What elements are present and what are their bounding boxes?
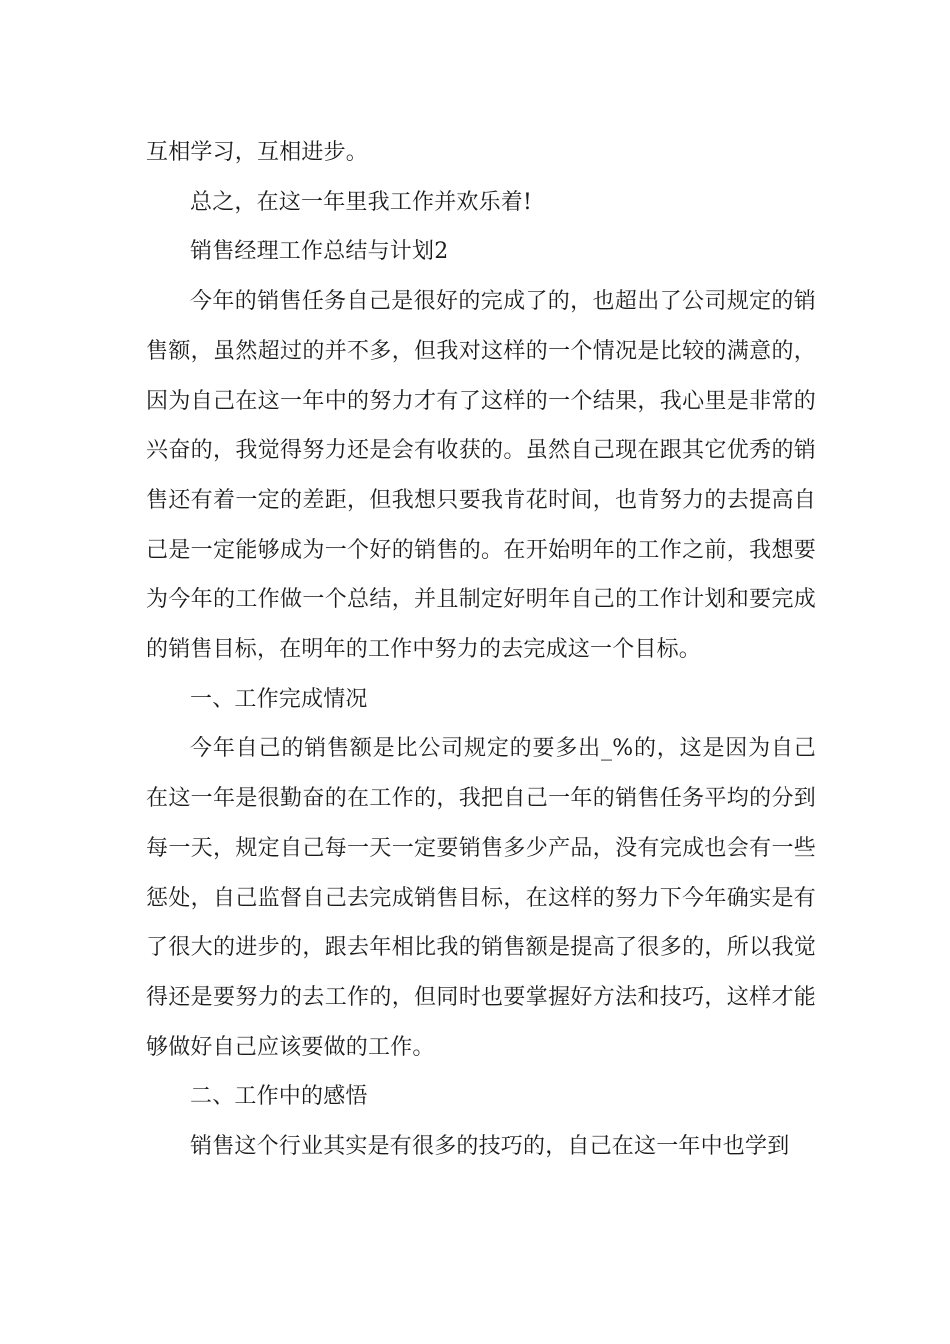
section-title: 销售经理工作总结与计划2 xyxy=(190,239,449,265)
document-body xyxy=(146,128,816,1172)
paragraph-work-completion: 今年自己的销售额是比公司规定的要多出_%的，这是因为自己在这一年是很勤奋的在工作的，我把自己一年的销售任务平均的分到每一天，规定自己每一天一定要销售多少产品，没有完成也会有一些惩处，自己监督自己去完成销售目标，在这样的努力下今年确实是有了很大的进步的，跟去年相比我的销售额是提高了很多的，所以我觉得还是要努力的去工作的，但同时也要掌握好方法和技巧，这样才能够做好自己应该要做的工作。 xyxy=(146,736,816,1060)
heading-work-completion: 一、工作完成情况 xyxy=(190,686,368,712)
heading-work-insights: 二、工作中的感悟 xyxy=(190,1084,368,1110)
paragraph-work-insights: 销售这个行业其实是有很多的技巧的，自己在这一年中也学到 xyxy=(190,1134,790,1160)
paragraph-summary: 总之，在这一年里我工作并欢乐着! xyxy=(190,189,533,215)
paragraph-closing-line: 互相学习，互相进步。 xyxy=(146,140,369,165)
paragraph-intro: 今年的销售任务自己是很好的完成了的，也超出了公司规定的销售额，虽然超过的并不多，但我对这样的一个情况是比较的满意的，因为自己在这一年中的努力才有了这样的一个结果，我心里是非常的兴奋的，我觉得努力还是会有收获的。虽然自己现在跟其它优秀的销售还有着一定的差距，但我想只要我肯花时间，也肯努力的去提高自己是一定能够成为一个好的销售的。在开始明年的工作之前，我想要为今年的工作做一个总结，并且制定好明年自己的工作计划和要完成的销售目标，在明年的工作中努力的去完成这一个目标。 xyxy=(146,289,816,663)
